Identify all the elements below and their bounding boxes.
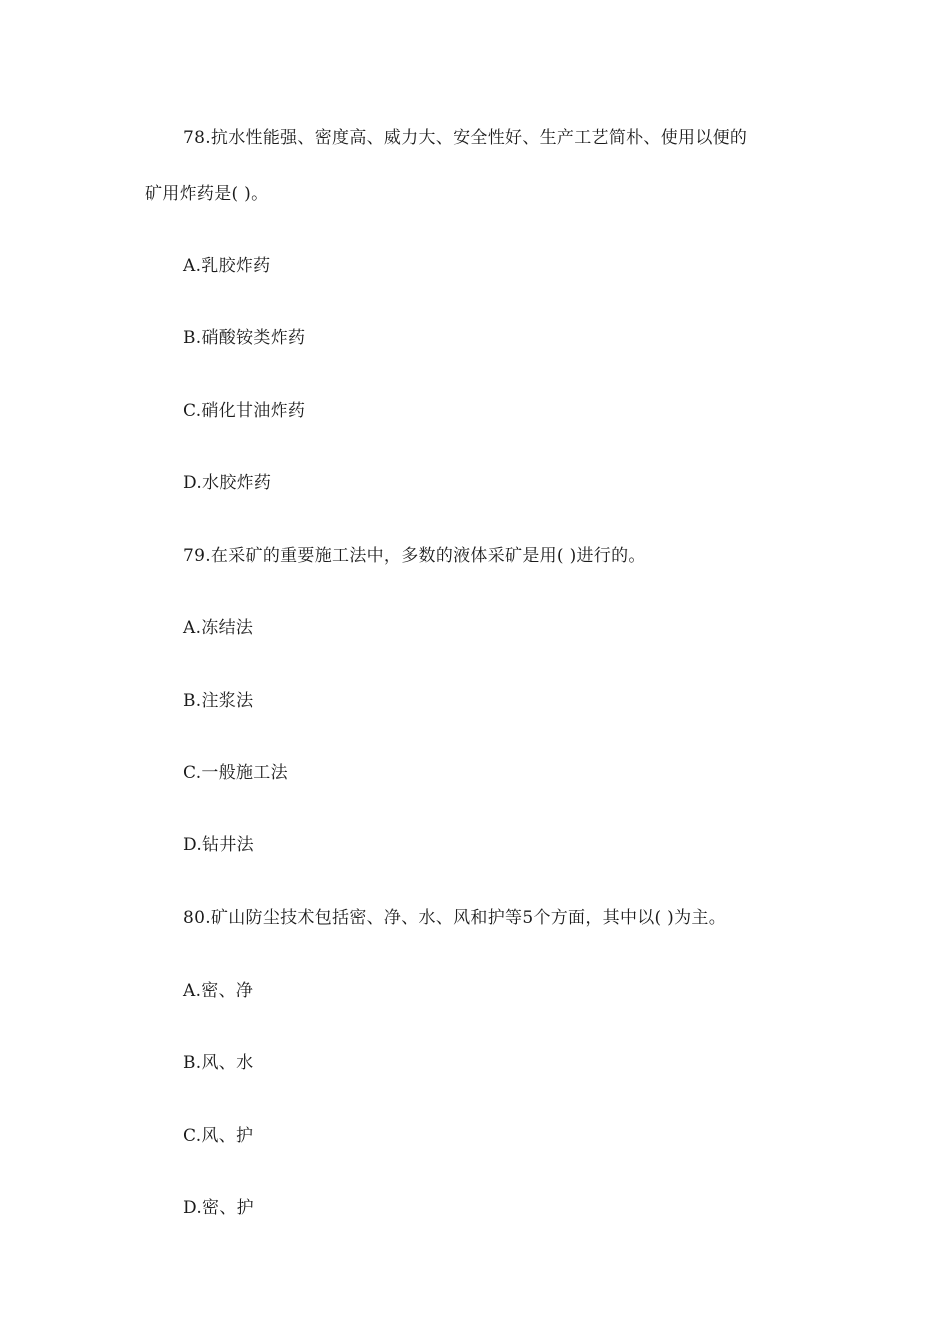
- question-79-option-c: C.一般施工法: [183, 763, 288, 783]
- question-78-text-continued: 矿用炸药是( )。: [145, 184, 269, 204]
- question-80-option-c: C.风、护: [183, 1126, 254, 1146]
- question-79-option-b: B.注浆法: [183, 691, 254, 711]
- question-78-option-d: D.水胶炸药: [183, 473, 272, 493]
- question-80-option-b: B.风、水: [183, 1053, 254, 1073]
- question-78-option-c: C.硝化甘油炸药: [183, 401, 306, 421]
- question-80-option-d: D.密、护: [183, 1198, 254, 1218]
- question-79-option-a: A.冻结法: [183, 618, 254, 638]
- question-80-text: 80.矿山防尘技术包括密、净、水、风和护等5个方面，其中以( )为主。: [183, 908, 727, 928]
- question-78-option-b: B.硝酸铵类炸药: [183, 328, 306, 348]
- question-78-option-a: A.乳胶炸药: [183, 256, 271, 276]
- question-79-text: 79.在采矿的重要施工法中，多数的液体采矿是用( )进行的。: [183, 546, 646, 566]
- question-80-option-a: A.密、净: [183, 981, 254, 1001]
- question-78-text: 78.抗水性能强、密度高、威力大、安全性好、生产工艺简朴、使用以便的: [183, 128, 748, 148]
- question-79-option-d: D.钻井法: [183, 835, 254, 855]
